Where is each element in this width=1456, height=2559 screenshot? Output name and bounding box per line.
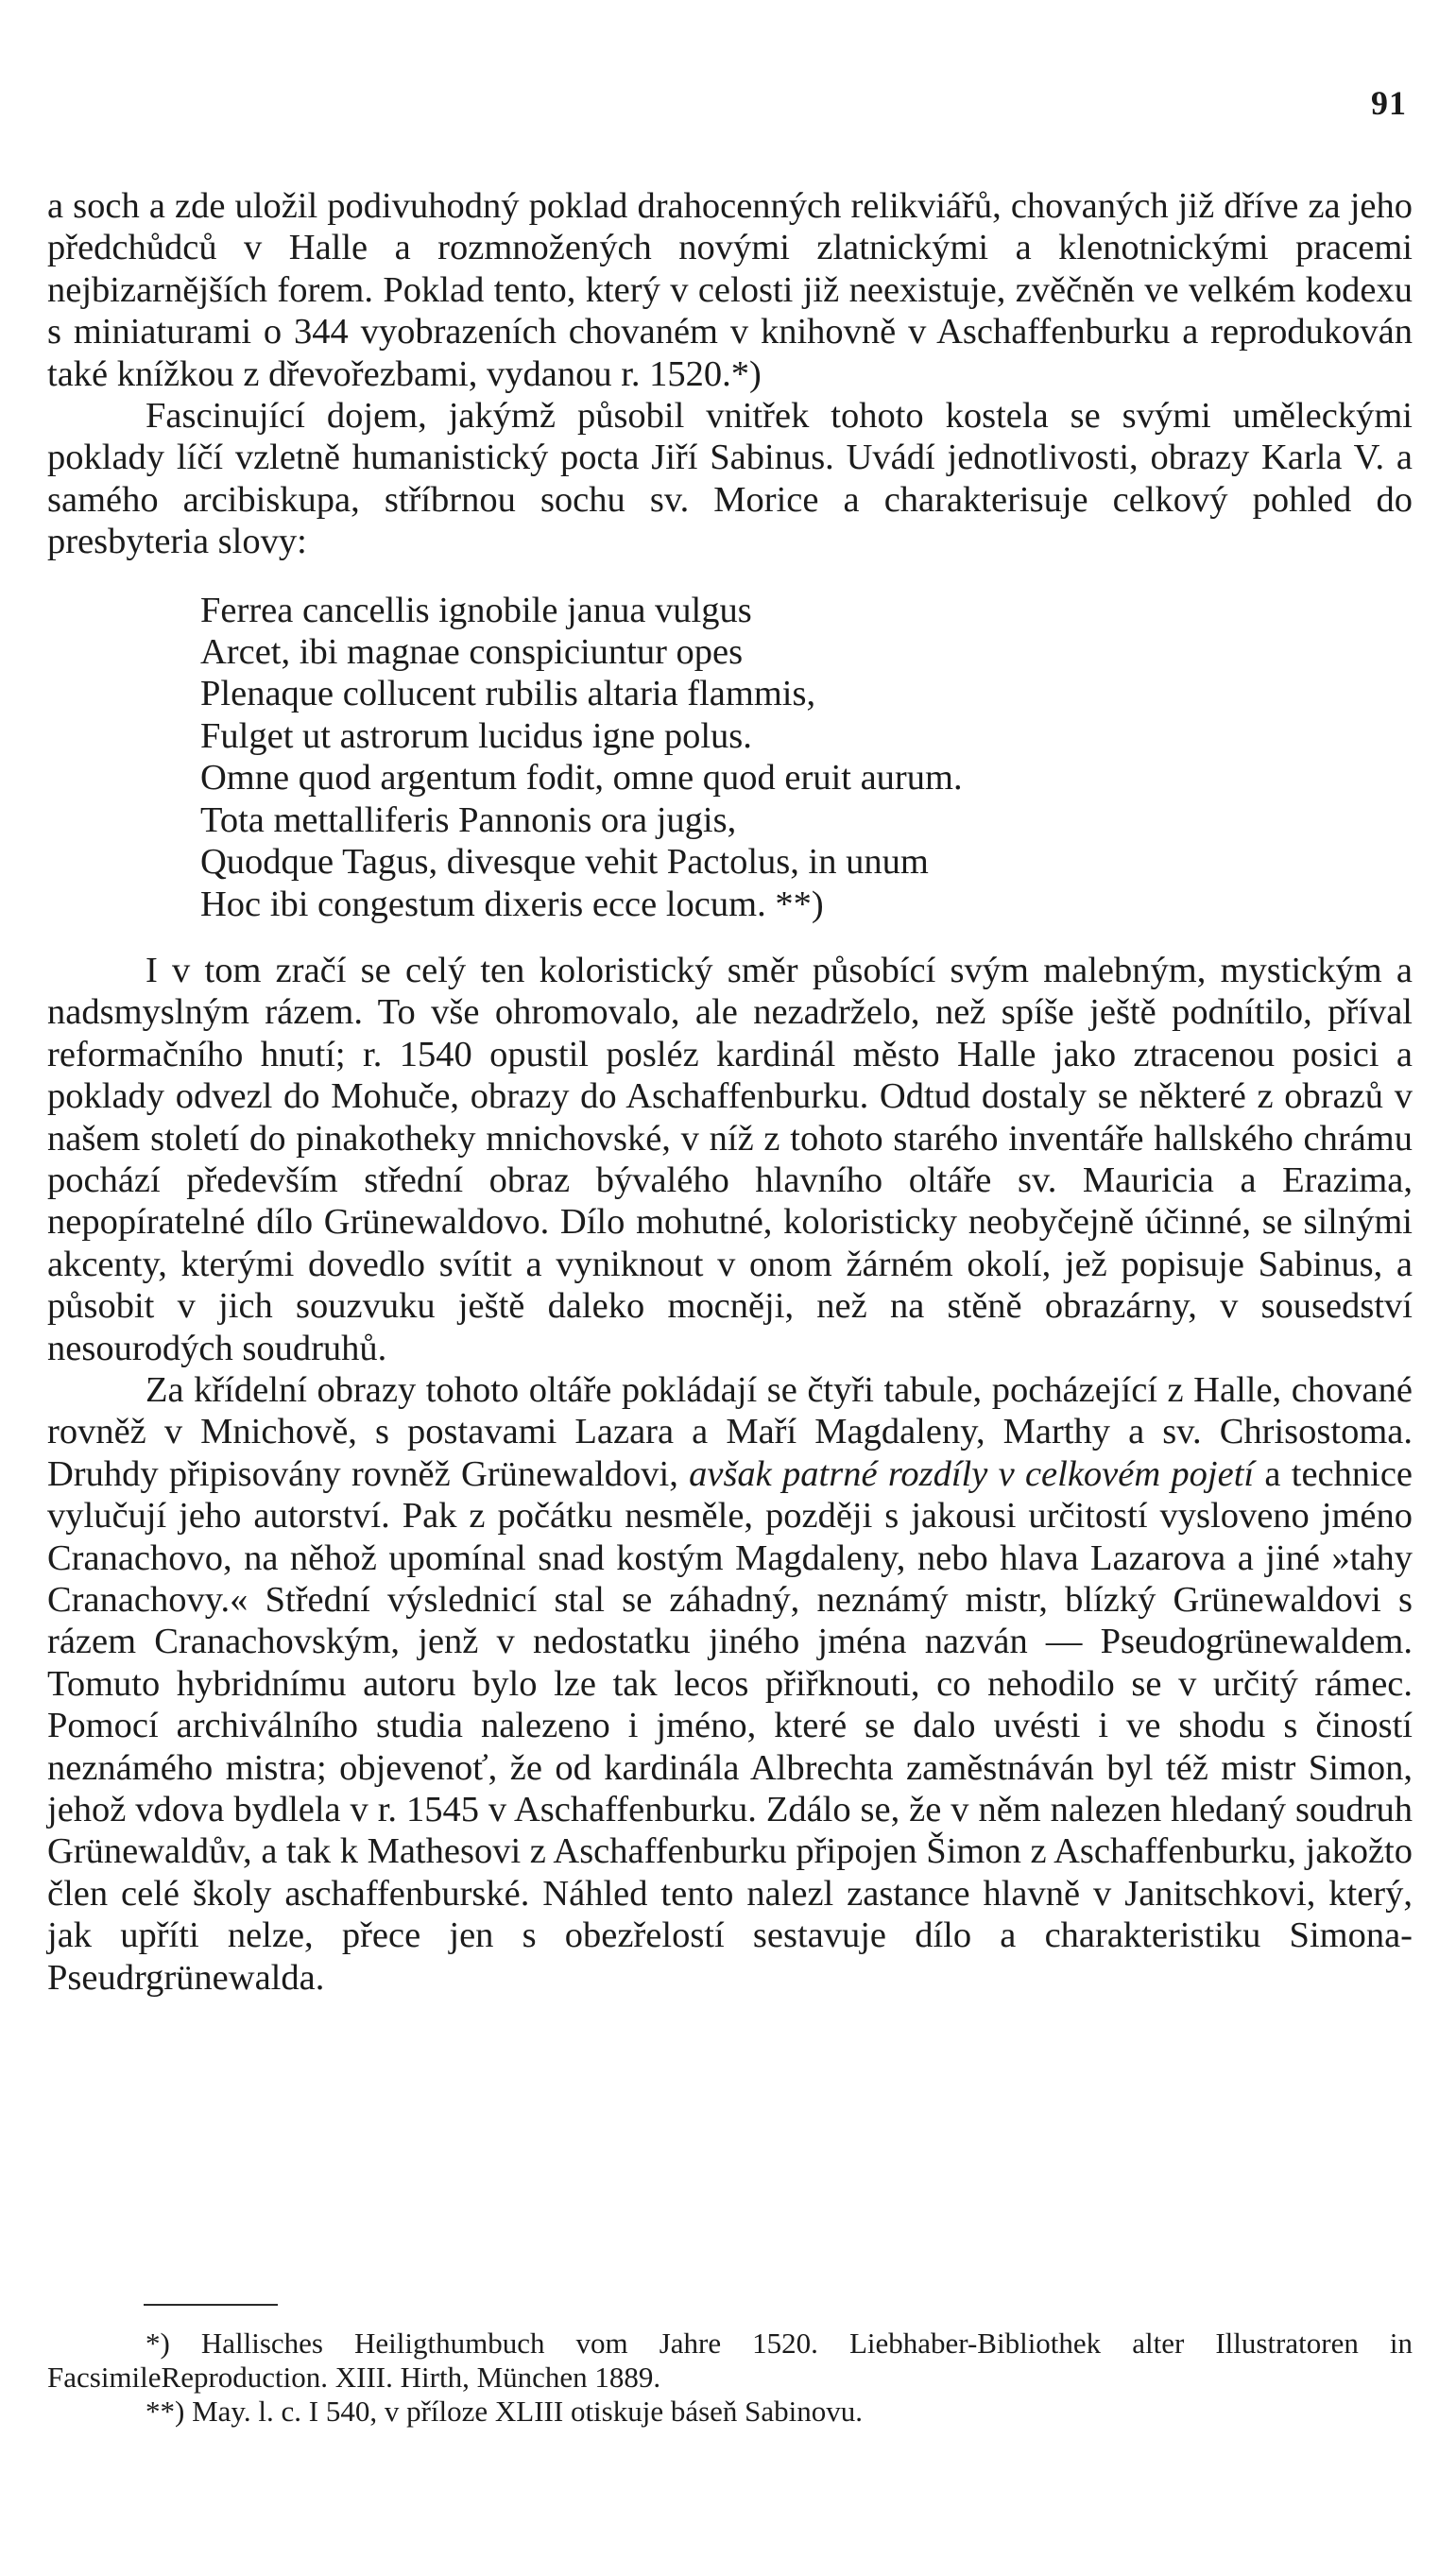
paragraph-4-part-2: a technice vylučují jeho autorství. Pak z počátku nesměle, později s jakousi určitostí vysloveno jméno Cranachovo, na něhož upomínal snad kostým Magdaleny, nebo hlava Lazarova a jiné »tahy Cranachovy.« Střední výslednicí stal se záhadný, neznámý mistr, blízký Grünewaldovi s rázem Cranachovským, jenž v nedostatku jiného jména nazván — Pseudogrünewaldem. Tomuto hybridnímu autoru bylo lze tak lecos přiřknouti, co nehodilo se v určitý rámec. Pomocí archiválního studia nalezeno i jméno, které se dalo uvésti i ve shodu s čiností neznámého mistra; objevenoť, že od kardinála Albrechta zaměstnáván byl též mistr Simon, jehož vdova bydlela v r. 1545 v Aschaffenburku. Zdálo se, že v něm nalezen hledaný soudruh Grünewaldův, a tak k Mathesovi z Aschaffenburku připojen Šimon z Aschaffenburku, jakožto člen celé školy aschaffenburské. Náhled tento nalezl zastance hlavně v Janitschkovi, který, jak upříti nelze, přece jen s obezřelostí sestavuje dílo a charakteristiku Simona-Pseudrgrünewalda. xyxy=(47,1453,1413,1998)
paragraph-3: I v tom zračí se celý ten koloristický směr působící svým malebným, mystickým a nadsmyslným rázem. To vše ohromovalo, ale nezadrželo, než spíše ještě podnítilo, příval reformačního hnutí; r. 1540 opustil posléz kardinál město Halle jako ztracenou posici a poklady odvezl do Mohuče, obrazy do Aschaffenburku. Odtud dostaly se některé z obrazů v našem století do pinakotheky mnichovské, v níž z tohoto starého inventáře hallského chrámu pochází především střední obraz bývalého hlavního oltáře sv. Mauricia a Erazima, nepopíratelné dílo Grünewaldovo. Dílo mohutné, koloristicky neobyčejně účinné, se silnými akcenty, kterými dovedlo svítit a vyniknout v onom žárném okolí, jež popisuje Sabinus, a působit v jich souzvuku ještě daleko mocněji, než na stěně obrazárny, v sousedství nesourodých soudruhů. xyxy=(47,950,1413,1368)
poem-verse-5: Omne quod argentum fodit, omne quod eruit aurum. xyxy=(200,758,963,799)
poem-verse-3: Plenaque collucent rubilis altaria flammis, xyxy=(200,674,816,714)
paragraph-1: a soch a zde uložil podivuhodný poklad drahocenných relikviářů, chovaných již dříve za jeho předchůdců v Halle a rozmnožených novými zlatnickými a klenotnickými pracemi nejbizarnějších forem. Poklad tento, který v celosti již neexistuje, zvěčněn ve velkém kodexu s miniaturami o 344 vyobrazeních chovaném v knihovně v Aschaffenburku a reprodukován také knížkou z dřevořezbami, vydanou r. 1520.*) xyxy=(47,186,1413,394)
paragraph-2: Fascinující dojem, jakýmž působil vnitřek tohoto kostela se svými uměleckými poklady líčí vzletně humanistický pocta Jiří Sabinus. Uvádí jednotlivosti, obrazy Karla V. a samého arcibiskupa, stříbrnou sochu sv. Morice a charakterisuje celkový pohled do presbyteria slovy: xyxy=(47,396,1413,562)
latin-poem xyxy=(200,590,1413,925)
main-text xyxy=(47,185,1413,1999)
footnote-divider xyxy=(144,2304,278,2306)
paragraph-4 xyxy=(47,1369,1413,1999)
page-number: 91 xyxy=(1371,84,1407,122)
poem-verse-6: Tota mettalliferis Pannonis ora jugis, xyxy=(200,799,737,840)
poem-verse-4: Fulget ut astrorum lucidus igne polus. xyxy=(200,715,752,756)
poem-verse-1: Ferrea cancellis ignobile janua vulgus xyxy=(200,590,752,630)
poem-verse-7: Quodque Tagus, divesque vehit Pactolus, in unum xyxy=(200,842,929,883)
footnotes xyxy=(47,2327,1413,2429)
footnote-1: *) Hallisches Heiligthumbuch vom Jahre 1520. Liebhaber-Bibliothek alter Illustratoren in FacsimileReproduction. XIII. Hirth, München 1889. xyxy=(47,2327,1413,2394)
footnote-2: **) May. l. c. I 540, v příloze XLIII otiskuje báseň Sabinovu. xyxy=(146,2395,864,2428)
poem-verse-8: Hoc ibi congestum dixeris ecce locum. **) xyxy=(200,884,824,924)
paragraph-4-italic: avšak patrné rozdíly v celkovém pojetí xyxy=(689,1453,1255,1494)
poem-verse-2: Arcet, ibi magnae conspiciuntur opes xyxy=(200,632,744,673)
paragraph-4-part-1: Za křídelní obrazy tohoto oltáře pokládají se čtyři tabule, pocházející z Halle, chované rovněž v Mnichově, s postavami Lazara a Maří Magdaleny, Marthy a sv. Chrisostoma. Druhdy připisovány rovněž Grünewaldovi, xyxy=(47,1369,1413,1494)
